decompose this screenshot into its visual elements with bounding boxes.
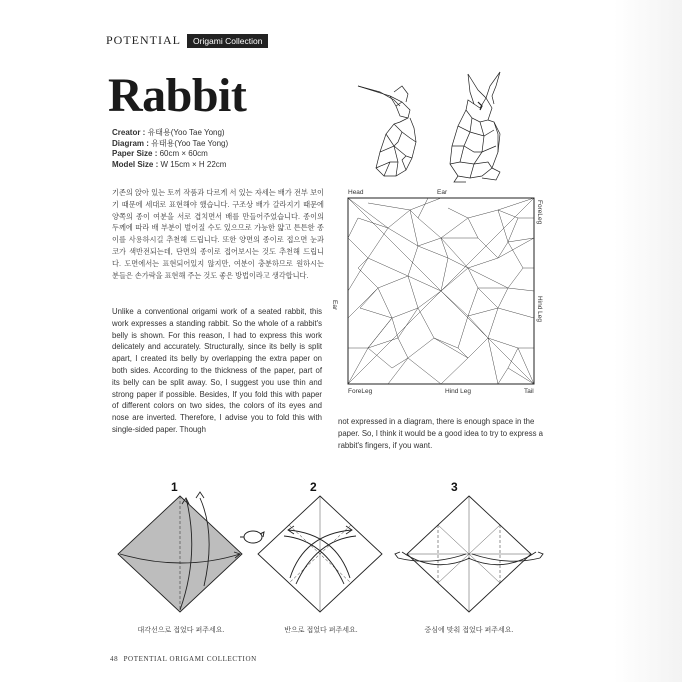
brand-label: POTENTIAL bbox=[106, 33, 181, 47]
step-1-caption: 대각선으로 접었다 펴주세요. bbox=[137, 627, 225, 634]
meta-label: Model Size : bbox=[112, 159, 159, 169]
meta-label: Diagram : bbox=[112, 138, 149, 148]
meta-label: Paper Size : bbox=[112, 149, 158, 158]
series-badge: Origami Collection bbox=[187, 34, 268, 48]
step-1-diagram bbox=[116, 494, 246, 614]
rabbit-model-illustration bbox=[350, 72, 540, 184]
crease-pattern-diagram bbox=[348, 198, 534, 384]
meta-creator bbox=[112, 128, 228, 139]
cp-label-ear-left: Ear bbox=[331, 300, 338, 311]
meta-paper-size bbox=[112, 149, 228, 160]
footer-title: POTENTIAL ORIGAMI COLLECTION bbox=[123, 655, 257, 663]
model-meta bbox=[112, 128, 228, 170]
meta-value: 유태용(Yoo Tae Yong) bbox=[145, 128, 225, 137]
meta-value: W 15cm × H 22cm bbox=[158, 159, 227, 169]
step-3-number: 3 bbox=[451, 480, 458, 494]
cp-label-tail: Tail bbox=[524, 388, 534, 395]
meta-diagram bbox=[112, 139, 228, 150]
body-english-continued: not expressed in a diagram, there is enough space in the paper. So, I think it would be a good idea to try to express a rabbit's fingers, if you want. bbox=[338, 417, 544, 450]
step-3-diagram bbox=[394, 494, 544, 614]
step-3-caption: 중심에 맞춰 접었다 펴주세요. bbox=[424, 627, 514, 634]
cp-label-foreleg-right: ForeLeg bbox=[536, 200, 543, 225]
meta-label: Creator : bbox=[112, 128, 146, 137]
step-2-number: 2 bbox=[310, 480, 317, 494]
step-1-number: 1 bbox=[171, 480, 178, 494]
page-number: 48 bbox=[110, 655, 119, 663]
meta-value: 60cm × 60cm bbox=[157, 149, 208, 158]
page-title: Rabbit bbox=[108, 69, 247, 122]
cp-label-hindleg-right: Hind Leg bbox=[536, 296, 543, 323]
step-2-caption: 반으로 접었다 펴주세요. bbox=[284, 627, 358, 634]
step-2-diagram bbox=[256, 494, 386, 614]
meta-model-size bbox=[112, 160, 228, 171]
body-english: Unlike a conventional origami work of a seated rabbit, this work expresses a standing rabbit. So the whole of a rabbit's belly is shown. For this reason, I had to express this work delicately and accurately. Structurally, since its belly is split apart, I created its belly by overlapping the extra paper on both sides. According to the thickness of the paper, part of its belly can be split away. So, I suggest you use thin and strong paper if possible. Besides, If you fold this with paper of different colors on two sides, the colors of its eyes and nose are inverted. Therefore, I advise you to fold this with single-sided paper. Though bbox=[112, 307, 322, 434]
body-korean: 기존의 앉아 있는 토끼 작품과 다르게 서 있는 자세는 배가 전부 보이기 때문에 세대로 표현해야 했습니다. 구조상 배가 갈라지기 때문에 양쪽의 종이 여분을 서로 겹치면서 배를 만들어주었습니다. 종이의 두께에 따라 배 부분이 벌어질 수도 있으므로 가능한 얇고 튼튼한 종이를 사용하시길 추천해 드립니다. 또한 양면의 종이로 접으면 눈과 코가 색반전되는데, 단면의 종이로 접어보시는 것도 추천해 드립니다. 도면에서는 표현되어있지 않지만, 여분이 충분하므로 원하시는 분들은 손가락을 표현해 주는 것도 좋은 방법이라고 생각합니다. bbox=[112, 188, 324, 280]
cp-label-hindleg-bottom: Hind Leg bbox=[445, 388, 472, 395]
page-header bbox=[106, 33, 268, 48]
page-footer bbox=[110, 655, 257, 663]
cp-label-ear-top: Ear bbox=[437, 189, 448, 196]
meta-value: 유태용(Yoo Tae Yong) bbox=[148, 138, 229, 148]
cp-label-foreleg-bottom: ForeLeg bbox=[348, 388, 373, 395]
cp-label-head: Head bbox=[348, 189, 364, 196]
